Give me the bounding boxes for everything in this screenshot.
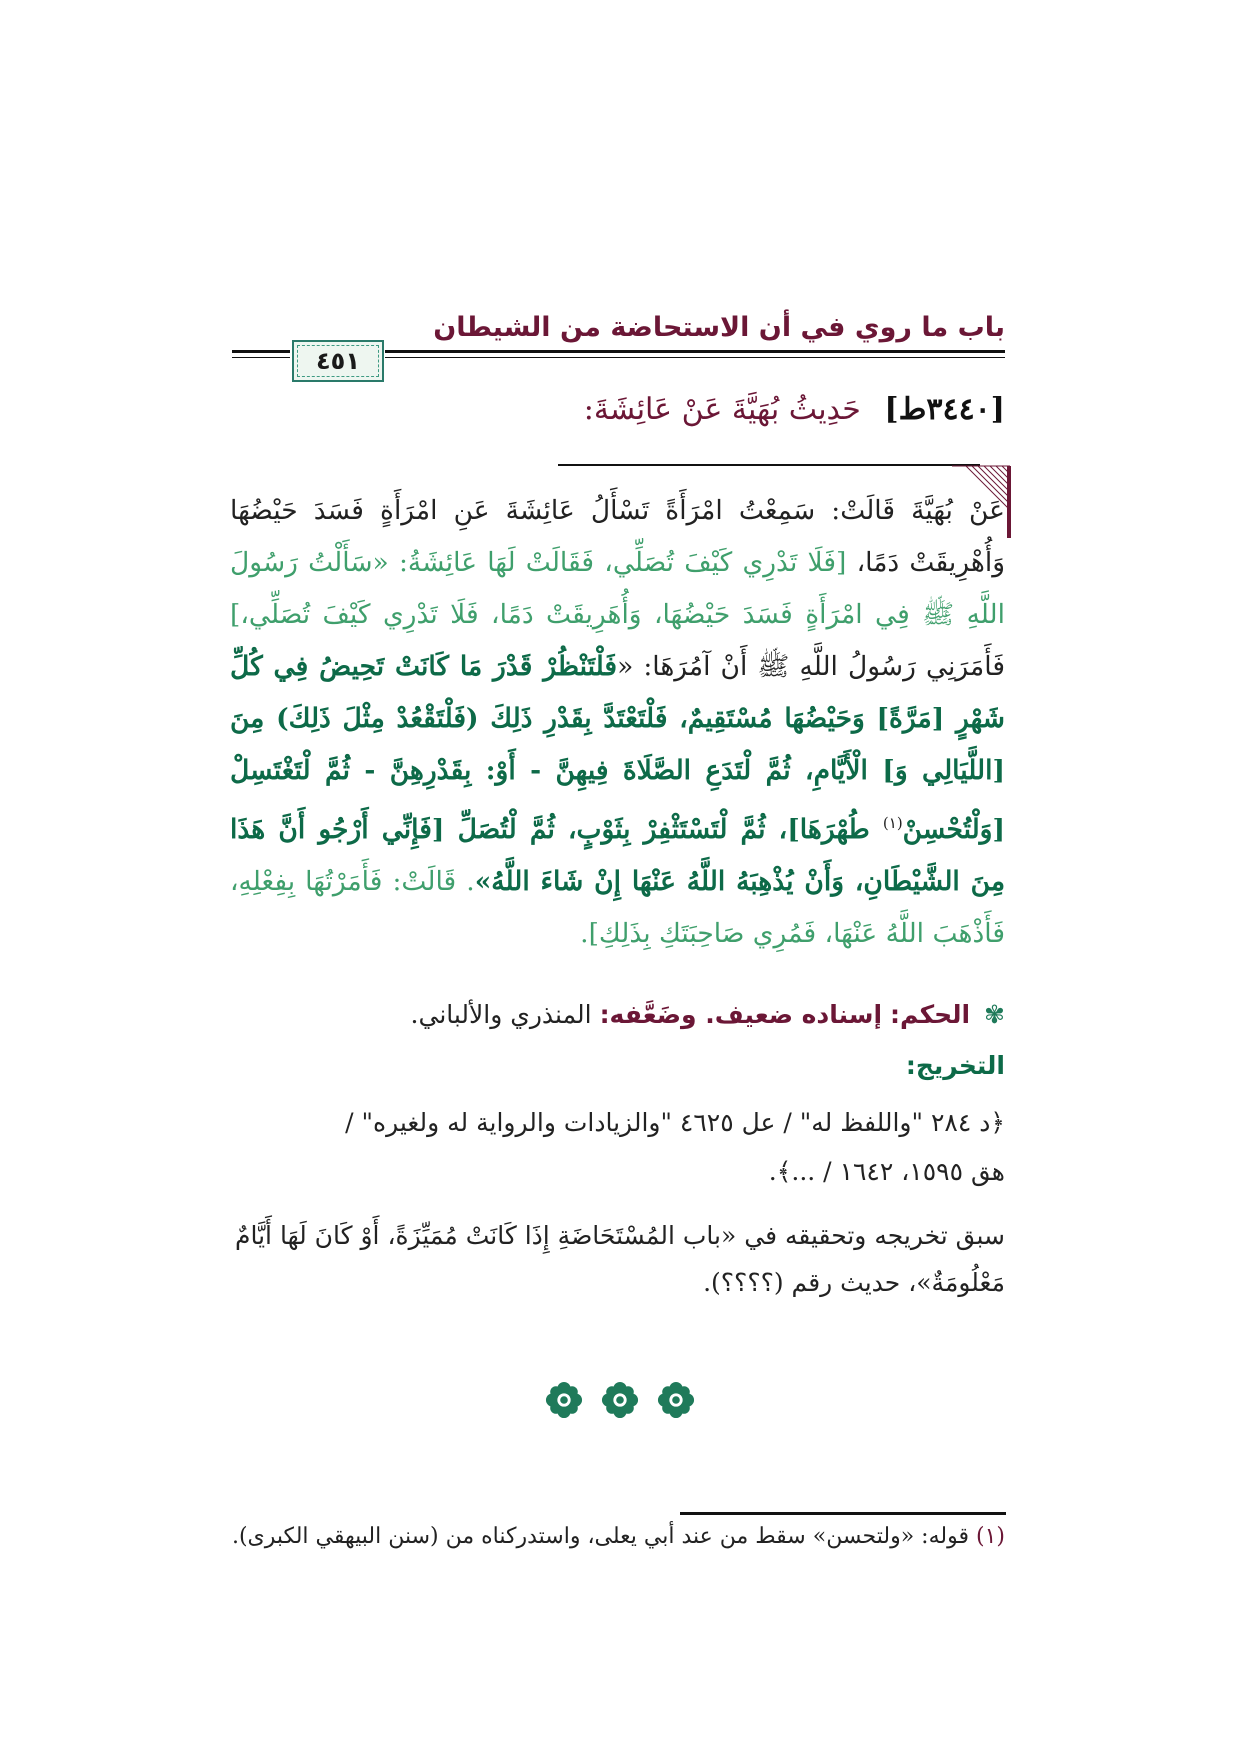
- prophetic-saying: طُهْرَهَا]، ثُمَّ لْتَسْتَثْفِرْ بِثَوْبٍ، ثُمَّ لْتُصَلِّ [فَإِنِّي أَرْجُو أَنَّ هَذَا مِنَ الشَّيْطَانِ، وَأَنْ يُذْهِبَهُ اللَّهُ عَنْهَا إِنْ شَاءَ اللَّهُ»: [230, 813, 1006, 897]
- footnote: [232, 1524, 1005, 1549]
- chapter-title: باب ما روي في أن الاستحاضة من الشيطان: [433, 312, 1005, 343]
- flower-ornament-icon: [545, 1381, 583, 1419]
- hadith-title: حَدِيثُ بُهَيَّةَ عَنْ عَائِشَةَ:: [583, 392, 861, 427]
- hadith-text: [230, 485, 1005, 960]
- footnote-number: (١): [975, 1524, 1005, 1549]
- flower-icon: ✾: [984, 1000, 1005, 1029]
- prophetic-saying: فَلْتَنْظُرْ قَدْرَ مَا كَانَتْ تَحِيضُ فِي كُلِّ شَهْرٍ [مَرَّةً] وَحَيْضُهَا مُسْتَقِيمٌ، فَلْتَعْتَدَّ بِقَدْرِ ذَلِكَ (فَلْتَقْعُدْ مِثْلَ ذَلِكَ) مِنَ [اللَّيَالِي وَ] الْأَيَّامِ، ثُمَّ لْتَدَعِ الصَّلَاةَ فِيهِنَّ - أَوْ: بِقَدْرِهِنَّ - ثُمَّ لْتَغْتَسِلْ [وَلْتُحْسِنْ: [230, 651, 1005, 845]
- footnote-marker: (١): [882, 814, 903, 832]
- header-rule-bottom: [385, 357, 1005, 358]
- takhrij-line: هق ١٥٩٥، ١٦٤٢ / ...﴾.: [768, 1157, 1005, 1186]
- takhrij-label: التخريج:: [905, 1051, 1005, 1080]
- flower-ornament-icon: [657, 1381, 695, 1419]
- footnote-separator: [680, 1512, 1006, 1515]
- hadith-text-part: فَأَمَرَنِي رَسُولُ اللَّهِ ﷺ أَنْ آمُرَهَا: «: [617, 651, 1005, 682]
- hadith-text-part: [فَلَا تَدْرِي كَيْفَ تُصَلِّي، فَقَالَتْ لَهَا عَائِشَةُ: «سَأَلْتُ رَسُولَ اللَّهِ ﷺ فِي امْرَأَةٍ فَسَدَ حَيْضُهَا، وَأُهَرِيقَتْ دَمًا، فَلَا تَدْرِي كَيْفَ تُصَلِّي،]: [230, 547, 1005, 630]
- ruling-label: الحكم:: [889, 1000, 971, 1029]
- hadith-number: [٣٤٤٠ط]: [884, 392, 1005, 427]
- header-rule-left-top: [232, 350, 290, 353]
- ruling-value: إسناده ضعيف. وضَعَّفه:: [599, 1000, 883, 1029]
- hadith-heading: [584, 392, 1005, 427]
- flower-ornament-icon: [601, 1381, 639, 1419]
- page-number: ٤٥١: [316, 347, 360, 375]
- ruling: [411, 1000, 1005, 1029]
- hadith-text-part: . قَالَتْ: فَأَمَرْتُهَا بِفِعْلِهِ، فَأَذْهَبَ اللَّهُ عَنْهَا، فَمُرِي صَاحِبَتَكِ بِذَلِكِ].: [230, 865, 1005, 949]
- footnote-text: قوله: «ولتحسن» سقط من عند أبي يعلى، واستدركناه من (سنن البيهقي الكبرى).: [231, 1524, 969, 1549]
- reference-note: سبق تخريجه وتحقيقه في «باب المُسْتَحَاضَةِ إِذَا كَانَتْ مُمَيِّزَةً، أَوْ كَانَ لَهَا أَيَّامٌ مَعْلُومَةٌ»، حديث رقم (؟؟؟؟).: [235, 1221, 1005, 1297]
- section-divider: [558, 464, 980, 466]
- header-rule-left-bottom: [232, 357, 290, 358]
- takhrij-line: ﴿د ٢٨٤ "واللفظ له" / عل ٤٦٢٥ "والزيادات والرواية له ولغيره" /: [345, 1108, 1005, 1137]
- ruling-scholars: المنذري والألباني.: [410, 1000, 592, 1029]
- takhrij-text: [230, 1098, 1005, 1196]
- section-end-ornaments: [545, 1378, 695, 1422]
- header-rule-top: [385, 350, 1005, 353]
- hadith-text-part: عَنْ بُهَيَّةَ قَالَتْ: سَمِعْتُ امْرَأَةً تَسْأَلُ عَائِشَةَ عَنِ امْرَأَةٍ فَسَدَ حَيْضُهَا وَأُهْرِيقَتْ دَمًا،: [230, 495, 1005, 578]
- page-number-badge: [292, 340, 384, 382]
